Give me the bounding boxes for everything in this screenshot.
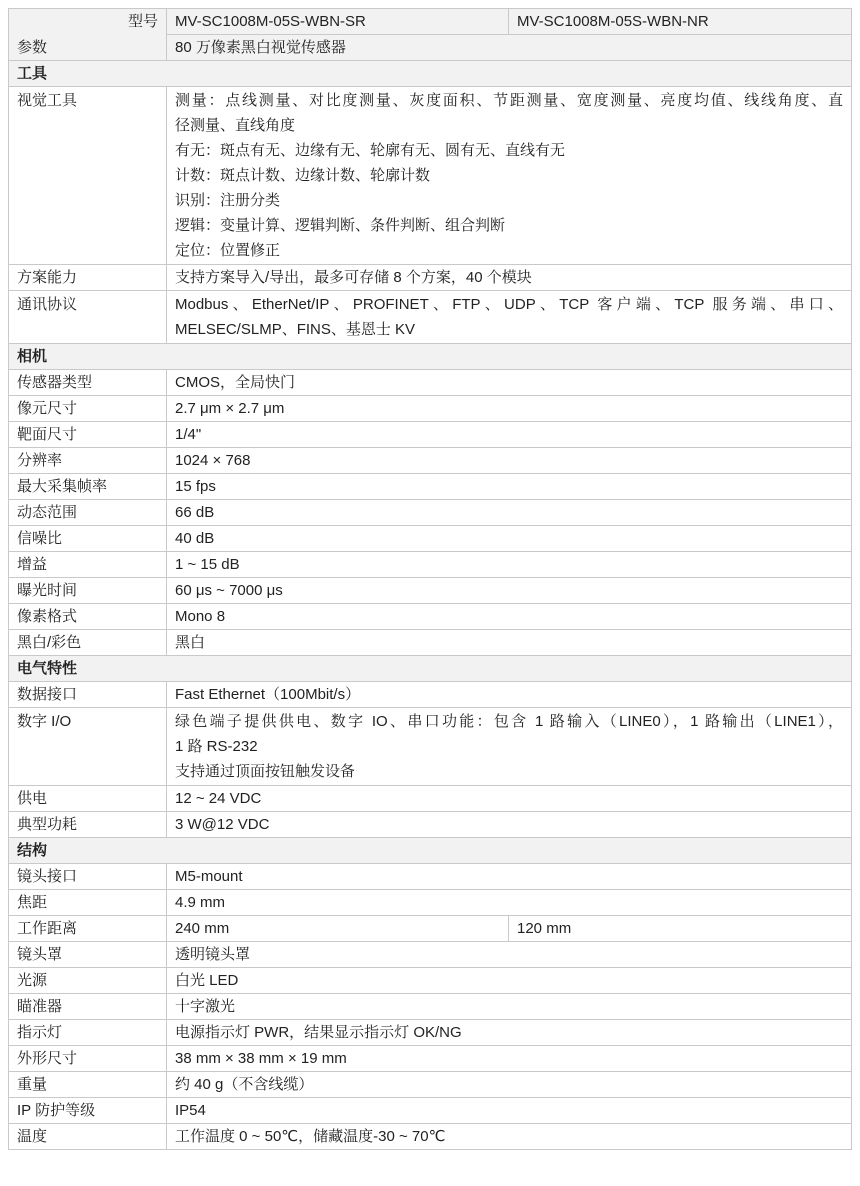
section-camera (9, 344, 852, 370)
row-label: 靶面尺寸 (9, 422, 167, 448)
value-line: 绿色端子提供供电、数字 IO、串口功能：包含 1 路输入（LINE0），1 路输出（LINE1）， (175, 713, 843, 730)
row-label: 方案能力 (9, 265, 167, 291)
row-value-sr: 240 mm (167, 916, 509, 942)
row-value: 40 dB (167, 526, 852, 552)
row-value (167, 708, 852, 786)
row-label: 像元尺寸 (9, 396, 167, 422)
row-value: 2.7 μm × 2.7 μm (167, 396, 852, 422)
row-digital-io (9, 708, 852, 786)
row-value: 66 dB (167, 500, 852, 526)
table-row (9, 500, 852, 526)
value-line: 径测量、直线角度 (175, 117, 296, 134)
row-data-interface (9, 682, 852, 708)
row-value: 约 40 g（不含线缆） (167, 1072, 852, 1098)
section-title: 电气特性 (9, 656, 852, 682)
table-row (9, 968, 852, 994)
row-label: 供电 (9, 786, 167, 812)
row-value: 1 ~ 15 dB (167, 552, 852, 578)
row-value-nr: 120 mm (509, 916, 852, 942)
header-row-model (9, 9, 852, 35)
row-label: IP 防护等级 (9, 1098, 167, 1124)
section-structure (9, 838, 852, 864)
value-line: 支持通过顶面按钮触发设备 (175, 763, 356, 780)
row-value: M5-mount (167, 864, 852, 890)
table-row (9, 630, 852, 656)
row-label: 像素格式 (9, 604, 167, 630)
row-value: 黑白 (167, 630, 852, 656)
row-label: 指示灯 (9, 1020, 167, 1046)
row-value: Mono 8 (167, 604, 852, 630)
row-value: 60 μs ~ 7000 μs (167, 578, 852, 604)
row-working-distance (9, 916, 852, 942)
table-row (9, 1020, 852, 1046)
row-label: 黑白/彩色 (9, 630, 167, 656)
value-line: 识别：注册分类 (175, 192, 281, 209)
row-label: 瞄准器 (9, 994, 167, 1020)
row-power (9, 786, 852, 812)
value-line: 测量：点线测量、对比度测量、灰度面积、节距测量、宽度测量、亮度均值、线线角度、直 (175, 92, 843, 109)
row-value: 15 fps (167, 474, 852, 500)
row-value (167, 291, 852, 344)
product-description: 80 万像素黑白视觉传感器 (167, 35, 852, 61)
table-row (9, 1098, 852, 1124)
row-label: 典型功耗 (9, 812, 167, 838)
row-consumption (9, 812, 852, 838)
row-value: CMOS，全局快门 (167, 370, 852, 396)
table-row (9, 552, 852, 578)
row-label: 动态范围 (9, 500, 167, 526)
row-value: 38 mm × 38 mm × 19 mm (167, 1046, 852, 1072)
param-label: 参数 (9, 35, 167, 61)
table-row (9, 604, 852, 630)
row-vision-tools (9, 87, 852, 265)
row-label: 传感器类型 (9, 370, 167, 396)
row-label: 镜头罩 (9, 942, 167, 968)
row-value: 工作温度 0 ~ 50℃，储藏温度-30 ~ 70℃ (167, 1124, 852, 1150)
value-line: 计数：斑点计数、边缘计数、轮廓计数 (175, 167, 431, 184)
table-row (9, 396, 852, 422)
table-row (9, 1046, 852, 1072)
table-row (9, 526, 852, 552)
row-label: 视觉工具 (9, 87, 167, 265)
section-title: 工具 (9, 61, 852, 87)
value-line: 1 路 RS-232 (175, 738, 258, 755)
row-label: 重量 (9, 1072, 167, 1098)
row-label: 工作距离 (9, 916, 167, 942)
header-row-param (9, 35, 852, 61)
value-line: 有无：斑点有无、边缘有无、轮廓有无、圆有无、直线有无 (175, 142, 566, 159)
table-row (9, 1072, 852, 1098)
section-title: 相机 (9, 344, 852, 370)
table-row (9, 474, 852, 500)
row-label: 最大采集帧率 (9, 474, 167, 500)
row-label: 温度 (9, 1124, 167, 1150)
table-row (9, 448, 852, 474)
row-label: 通讯协议 (9, 291, 167, 344)
value-line: 定位：位置修正 (175, 242, 281, 259)
row-lens-mount (9, 864, 852, 890)
row-value: 白光 LED (167, 968, 852, 994)
row-value: 电源指示灯 PWR，结果显示指示灯 OK/NG (167, 1020, 852, 1046)
row-label: 光源 (9, 968, 167, 994)
row-value: 1/4" (167, 422, 852, 448)
row-value: 12 ~ 24 VDC (167, 786, 852, 812)
table-row (9, 578, 852, 604)
model-nr: MV-SC1008M-05S-WBN-NR (509, 9, 852, 35)
row-label: 镜头接口 (9, 864, 167, 890)
row-label: 信噪比 (9, 526, 167, 552)
section-tools (9, 61, 852, 87)
row-protocol (9, 291, 852, 344)
table-row (9, 370, 852, 396)
row-value: Fast Ethernet（100Mbit/s） (167, 682, 852, 708)
spec-table (8, 8, 852, 1150)
row-value: 3 W@12 VDC (167, 812, 852, 838)
row-value: 十字激光 (167, 994, 852, 1020)
table-row (9, 1124, 852, 1150)
section-title: 结构 (9, 838, 852, 864)
value-line: MELSEC/SLMP、FINS、基恩士 KV (175, 321, 416, 338)
row-label: 增益 (9, 552, 167, 578)
row-value: 透明镜头罩 (167, 942, 852, 968)
section-electrical (9, 656, 852, 682)
value-line: 逻辑：变量计算、逻辑判断、条件判断、组合判断 (175, 217, 506, 234)
row-value: 支持方案导入/导出，最多可存储 8 个方案，40 个模块 (167, 265, 852, 291)
row-value: 1024 × 768 (167, 448, 852, 474)
value-line: Modbus、EtherNet/IP、PROFINET、FTP、UDP、TCP 客户端、TCP 服务端、串口、 (175, 296, 843, 313)
row-label: 外形尺寸 (9, 1046, 167, 1072)
row-focal-length (9, 890, 852, 916)
table-row (9, 994, 852, 1020)
row-scheme (9, 265, 852, 291)
table-row (9, 422, 852, 448)
row-label: 数字 I/O (9, 708, 167, 786)
table-row (9, 942, 852, 968)
row-value: IP54 (167, 1098, 852, 1124)
row-label: 焦距 (9, 890, 167, 916)
row-value (167, 87, 852, 265)
model-label: 型号 (9, 9, 167, 35)
row-value: 4.9 mm (167, 890, 852, 916)
row-label: 分辨率 (9, 448, 167, 474)
model-sr: MV-SC1008M-05S-WBN-SR (167, 9, 509, 35)
row-label: 曝光时间 (9, 578, 167, 604)
row-label: 数据接口 (9, 682, 167, 708)
